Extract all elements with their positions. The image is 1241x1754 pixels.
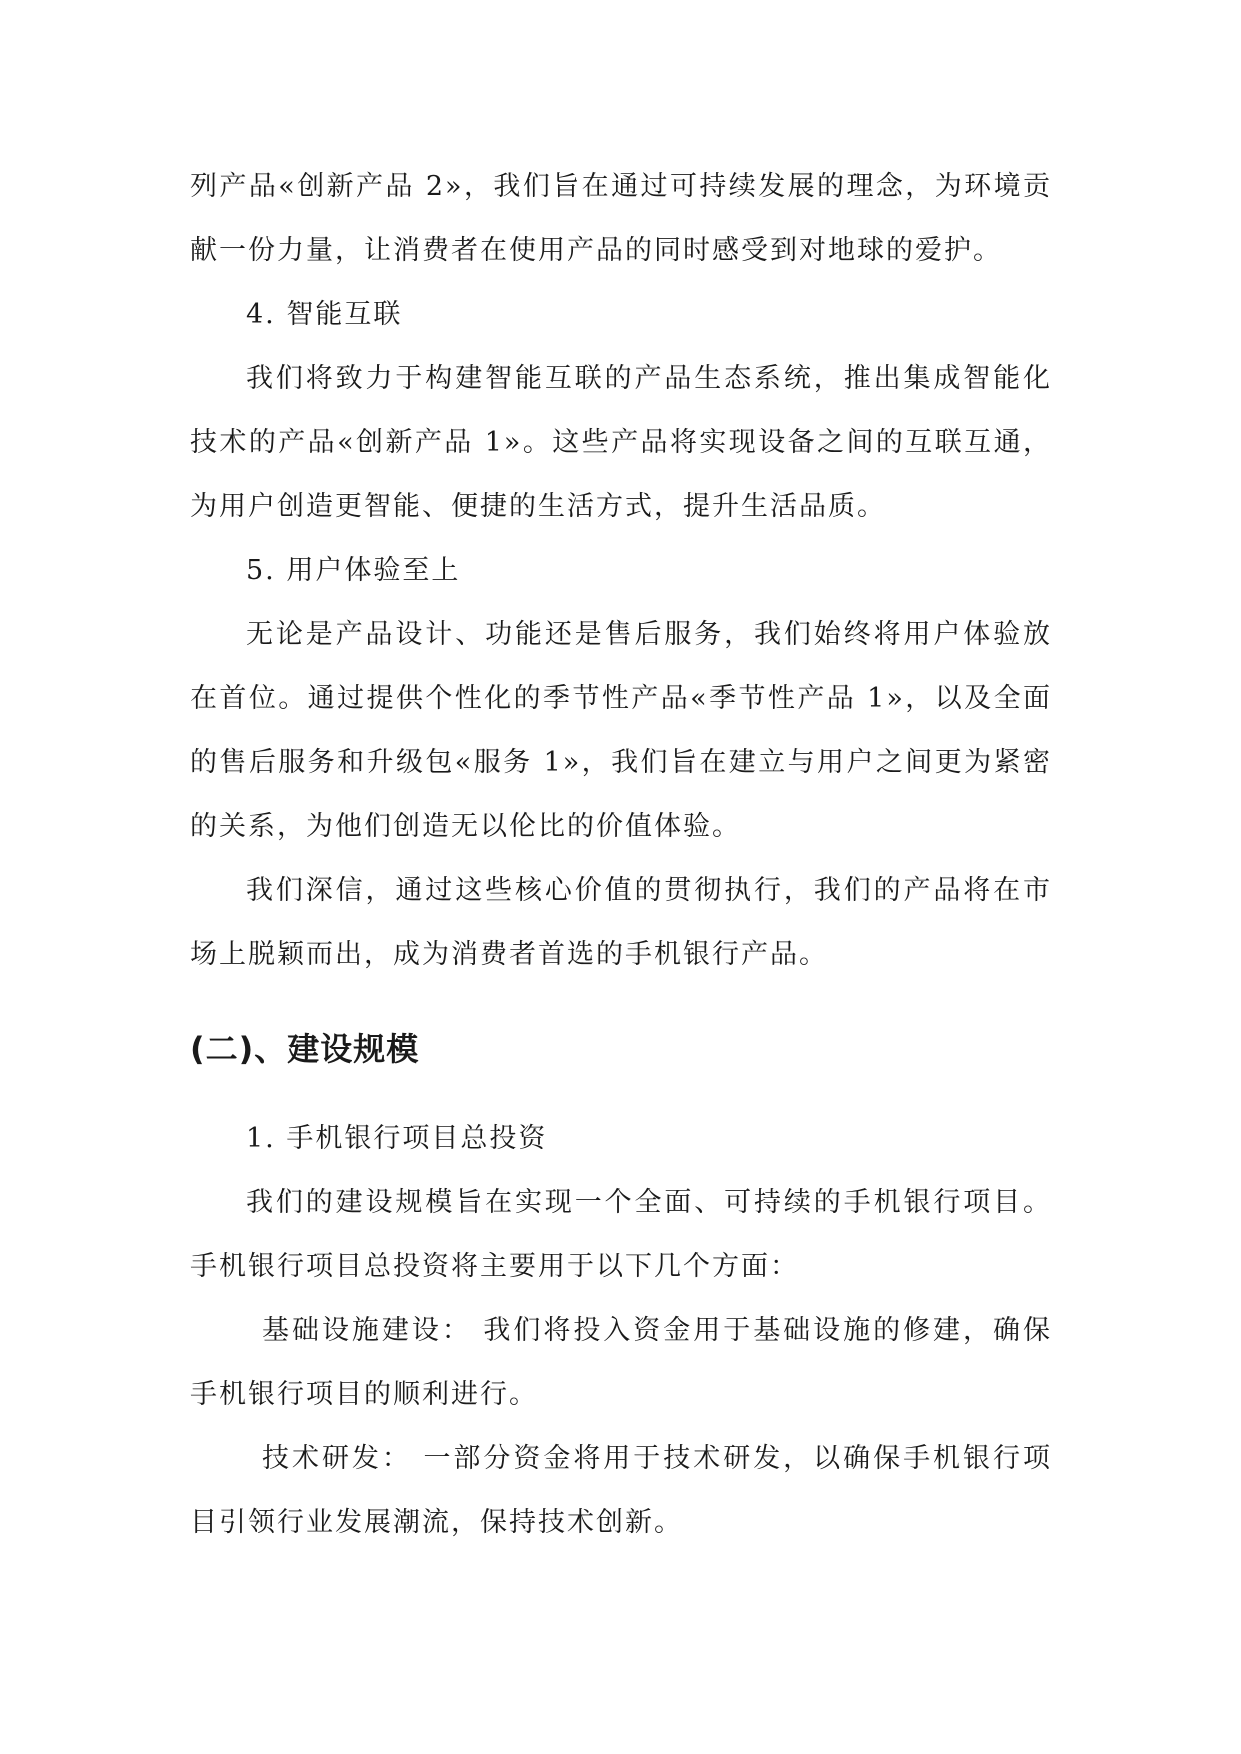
list-item-heading-4: 4. 智能互联 (246, 299, 403, 330)
paragraph-continued: 列产品«创新产品 2»，我们旨在通过可持续发展的理念，为环境贡献一份力量，让消费者在使用产品的同时感受到对地球的爱护。 (190, 171, 1052, 266)
paragraph-smart-interconnect: 我们将致力于构建智能互联的产品生态系统，推出集成智能化技术的产品«创新产品 1»。这些产品将实现设备之间的互联互通，为用户创造更智能、便捷的生活方式，提升生活品质。 (190, 363, 1052, 522)
paragraph-user-experience: 无论是产品设计、功能还是售后服务，我们始终将用户体验放在首位。通过提供个性化的季节性产品«季节性产品 1»，以及全面的售后服务和升级包«服务 1»，我们旨在建立与用户之间更为紧密的关系，为他们创造无以伦比的价值体验。 (190, 619, 1052, 842)
sub-heading-total-investment: 1. 手机银行项目总投资 (246, 1123, 548, 1154)
list-item-heading-5: 5. 用户体验至上 (246, 555, 461, 586)
paragraph-rnd: 技术研发： 一部分资金将用于技术研发，以确保手机银行项目引领行业发展潮流，保持技术创新。 (190, 1443, 1052, 1538)
section-heading: (二)、建设规模 (190, 1030, 420, 1068)
paragraph-conclusion: 我们深信，通过这些核心价值的贯彻执行，我们的产品将在市场上脱颖而出，成为消费者首选的手机银行产品。 (190, 875, 1052, 970)
paragraph-investment-intro: 我们的建设规模旨在实现一个全面、可持续的手机银行项目。手机银行项目总投资将主要用于以下几个方面： (190, 1187, 1052, 1282)
paragraph-infrastructure: 基础设施建设： 我们将投入资金用于基础设施的修建，确保手机银行项目的顺利进行。 (190, 1315, 1052, 1410)
document-body (190, 155, 1052, 1555)
